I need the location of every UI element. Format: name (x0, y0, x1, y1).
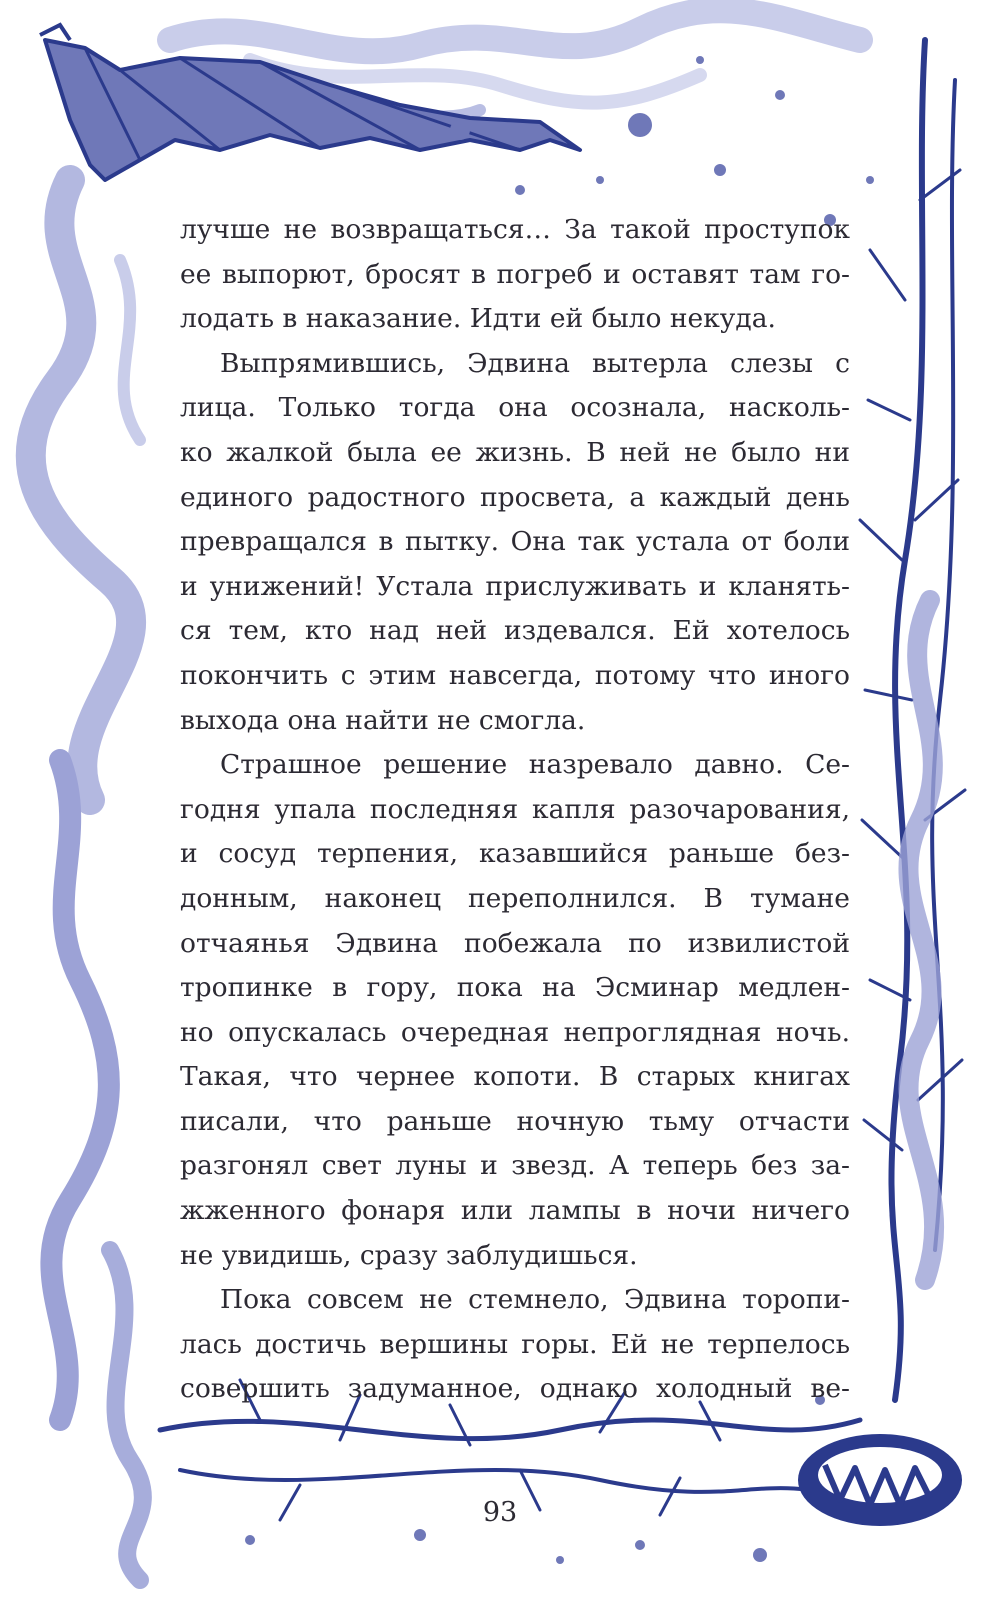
body-text (180, 208, 850, 1412)
text-line: лодать в наказание. Идти ей было некуда. (180, 303, 776, 335)
text-line: ся тем, кто над ней издевался. Ей хотелось (180, 615, 850, 647)
text-line: выхода она найти не смогла. (180, 704, 586, 736)
text-line: писали, что раньше ночную тьму отчасти (180, 1105, 850, 1137)
text-line: превращался в пытку. Она так устала от боли (180, 526, 850, 558)
text-line: но опускалась очередная непроглядная ночь. (180, 1016, 850, 1048)
smoke-swirl-icon (31, 180, 143, 1580)
text-line: отчаянья Эдвина побежала по извилистой (180, 927, 850, 959)
text-line: Страшное решение назревало давно. Се- (220, 749, 850, 781)
text-line: единого радостного просвета, а каждый день (180, 481, 850, 513)
text-line: Пока совсем не стемнело, Эдвина торопи- (220, 1284, 850, 1316)
text-line: жженного фонаря или лампы в ночи ничего (180, 1195, 850, 1227)
text-line: покончить с этим навсегда, потому что иного (180, 659, 850, 691)
text-line: совершить задуманное, однако холодный ве- (180, 1373, 850, 1405)
text-line: тропинке в гору, пока на Эсминар медлен- (180, 972, 850, 1004)
text-line: и сосуд терпения, казавшийся раньше без- (180, 838, 850, 870)
text-line: годня упала последняя капля разочарования, (180, 793, 850, 825)
text-line: донным, наконец переполнился. В тумане (180, 882, 850, 914)
smoke-swirl-icon (908, 600, 934, 1280)
text-line: лась достичь вершины горы. Ей не терпелось (180, 1328, 850, 1360)
text-line: и унижений! Устала прислуживать и кланять- (180, 570, 850, 602)
text-line: лучше не возвращаться… За такой проступок (180, 214, 850, 245)
text-line: ко жалкой была ее жизнь. В ней не было ни (180, 436, 850, 468)
text-line: Выпрямившись, Эдвина вытерла слезы с (220, 347, 850, 379)
text-line: не увидишь, сразу заблудишься. (180, 1239, 638, 1271)
text-line: лица. Только тогда она осознала, насколь- (180, 392, 850, 424)
text-line: Такая, что чернее копоти. В старых книгах (180, 1061, 850, 1093)
branches-icon (860, 40, 965, 1400)
text-line: разгонял свет луны и звезд. А теперь без за- (180, 1150, 850, 1182)
text-line: ее выпорют, бросят в погреб и оставят там го- (180, 258, 850, 290)
page-number: 93 (482, 1497, 518, 1528)
